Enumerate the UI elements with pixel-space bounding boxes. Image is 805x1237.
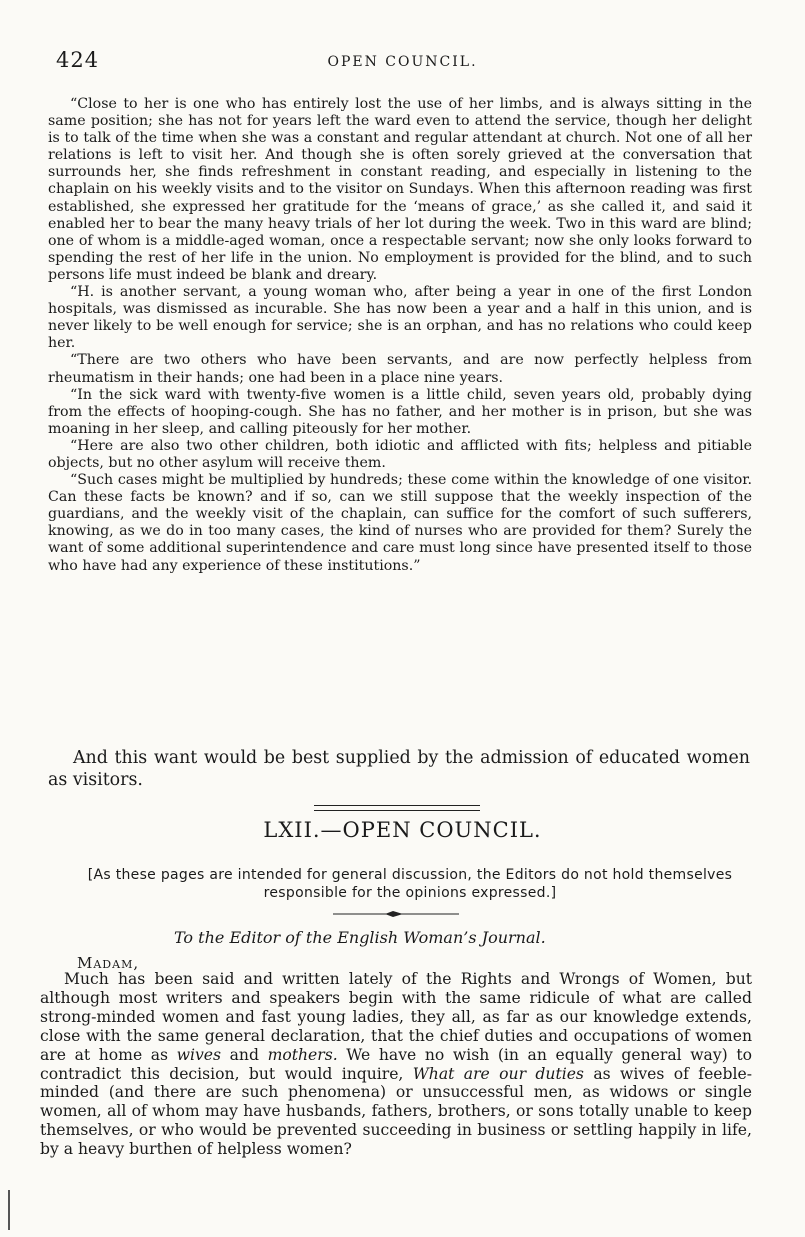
letter-text-start: Much has been said and written lately of the Rights and Wrongs of Women, but although most writers and speakers begin with the same ridicule of what are called strong-minded women and fast young ladies, they all, as far as our knowledge extends, close with the same general declaration, that the chief duties and occupations of women are at home as — [40, 970, 752, 1064]
quote-paragraph: “Such cases might be multiplied by hundreds; these come within the knowledge of one visitor. Can these facts be known? and if so, can we still suppose that the weekly inspection of the guardians, and the weekly visit of the chaplain, can suffice for the comfort of such sufferers, knowing, as we do in too many cases, the kind of nurses who are provided for them? Surely the want of some additional superintendence and care must long since have presented itself to those who have had any experience of these institutions.” — [48, 472, 752, 574]
letter-text-end: as wives of feeble-minded (and there are such phenomena) or unsuccessful men, as widows or single women, all of whom may have husbands, fathers, brothers, or sons totally unable to keep themselves, or who would be prevented succeeding in business or settling happily in life, by a heavy burthen of helpless women? — [40, 1064, 752, 1159]
ornament-divider — [333, 910, 459, 918]
letter-paragraph — [40, 970, 752, 1159]
page-number: 424 — [56, 48, 100, 72]
emphasis-question: What are our duties — [412, 1064, 584, 1083]
section-divider — [314, 805, 480, 811]
emphasis-mothers: mothers. — [267, 1045, 338, 1064]
quote-paragraph: “H. is another servant, a young woman who, after being a year in one of the first London hospitals, was dismissed as incurable. She has now been a year and a half in this union, and is never likely to be well enough for service; she is an orphan, and has no relations who could keep her. — [48, 284, 752, 352]
quote-paragraph: “Close to her is one who has entirely lost the use of her limbs, and is always sitting in the same position; she has not for years left the ward even to attend the service, though her delight is to talk of the time when she was a constant and regular attendant at church. Not one of all her relations is left to visit her. And though she is often sorely grieved at the conversation that surrounds her, she finds refreshment in constant reading, and especially in listening to the chaplain on his weekly visits and to the visitor on Sundays. When this afternoon reading was first established, she expressed her gratitude for the ‘means of grace,’ as she called it, and said it enabled her to bear the many heavy trials of her lot during the week. Two in this ward are blind; one of whom is a middle-aged woman, once a respectable servant; now she only looks forward to spending the rest of her life in the union. No employment is provided for the blind, and to such persons life must indeed be blank and dreary. — [48, 96, 752, 283]
letter-address: To the Editor of the English Woman’s Journal. — [174, 928, 546, 947]
editorial-disclaimer: [As these pages are intended for general discussion, the Editors do not hold themselves responsible for the opinions expressed.] — [87, 867, 733, 901]
running-head: OPEN COUNCIL. — [327, 54, 478, 70]
quote-paragraph: “In the sick ward with twenty-five women is a little child, seven years old, probably dying from the effects of hooping-cough. She has no father, and her mother is in prison, but she was moaning in her sleep, and calling piteously for her mother. — [48, 386, 752, 437]
scan-edge-mark — [8, 1190, 10, 1230]
emphasis-wives: wives — [176, 1045, 222, 1064]
section-title: LXII.—OPEN COUNCIL. — [263, 818, 542, 842]
letter-text-and: and — [221, 1045, 268, 1064]
letter-text-mid: We have no wish (in an equally general way) to contradict this decision, but would inquire, — [40, 1045, 752, 1083]
quoted-report — [48, 96, 752, 575]
quote-paragraph: “Here are also two other children, both idiotic and afflicted with fits; helpless and pitiable objects, but no other asylum will receive them. — [48, 437, 752, 471]
letter-body — [40, 970, 752, 1159]
closing-remark — [48, 748, 750, 791]
closing-paragraph: And this want would be best supplied by the admission of educated women as visitors. — [48, 748, 750, 790]
quote-paragraph: “There are two others who have been servants, and are now perfectly helpless from rheumatism in their hands; one had been in a place nine years. — [48, 352, 752, 386]
letter-salutation: Madam, — [77, 954, 140, 972]
